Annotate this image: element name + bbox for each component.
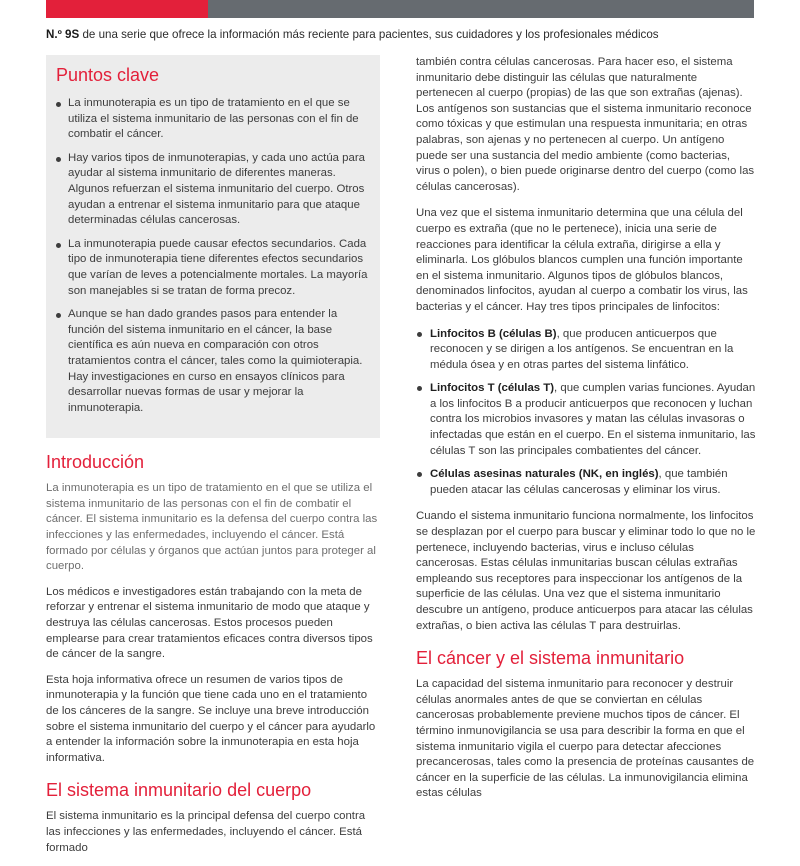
lymphocyte-item-b-cells <box>416 327 756 374</box>
key-point-item: La inmunoterapia puede causar efectos secundarios. Cada tipo de inmunoterapia tiene diferentes efectos secundarios que varían de leves a potencialmente mortales. La mayoría son manejables si se tratan de forma precoz. <box>46 237 380 299</box>
lymphocyte-term: Células asesinas naturales (NK, en inglés) <box>430 468 659 481</box>
immune-paragraph-2: Una vez que el sistema inmunitario determina que una célula del cuerpo es extraña (que no le pertenece), inicia una serie de reacciones para identificar la célula extraña, dirigirse a ella y eliminarla. Los glóbulos blancos cumplen una función importante en el sistema inmunitario. Algunos tipos de glóbulos blancos, denominados linfocitos, ayudan al cuerpo a combatir los virus, las bacterias y el cáncer. Hay tres tipos principales de linfocitos: <box>416 207 748 313</box>
key-point-item: La inmunoterapia es un tipo de tratamiento en el que se utiliza el sistema inmunitario de las personas con el fin de combatir el cáncer. <box>46 96 380 143</box>
lymphocyte-desc: , que también pueden atacar las células cancerosas y eliminar los virus. <box>430 468 728 496</box>
intro-paragraph: Esta hoja informativa ofrece un resumen de varios tipos de inmunoterapia y la función que tiene cada uno en el tratamiento de los cánceres de la sangre. Se incluye una breve introducción sobre el sistema inmunitario del cuerpo y el cáncer para ayudarlo a entender la información sobre la inmunoterapia en esta hoja informativa. <box>46 673 376 764</box>
left-column <box>46 55 382 866</box>
right-column <box>416 55 756 813</box>
top-bar-gray-segment <box>208 0 754 18</box>
lymphocyte-item-nk-cells <box>416 467 756 498</box>
series-number: N.º 9S <box>46 28 80 41</box>
cancer-immune-heading: El cáncer y el sistema inmunitario <box>416 648 685 669</box>
top-bar-red-segment <box>46 0 208 18</box>
cancer-immune-paragraph: La capacidad del sistema inmunitario para reconocer y destruir células anormales antes de que se conviertan en células cancerosas probablemente previene muchos tipos de cáncer. El término inmunovigilancia se usa para describir la forma en que el sistema inmunitario vigila el cuerpo para detectar afecciones precancerosas, tales como la presencia de proteínas causantes de cáncer en la superficie de las células. La inmunovigilancia elimina estas células <box>416 678 755 800</box>
key-point-item: Hay varios tipos de inmunoterapias, y cada uno actúa para ayudar al sistema inmunitario de diferentes maneras. Algunos refuerzan el sistema inmunitario del cuerpo. Otros ayudan a entrenar el sistema inmunitario para que ataque determinadas células cancerosas. <box>46 151 380 229</box>
lymphocyte-term: Linfocitos T (células T) <box>430 382 555 395</box>
lymphocyte-term: Linfocitos B (células B) <box>430 327 557 340</box>
key-points-box <box>46 55 380 438</box>
immune-system-paragraph: El sistema inmunitario es la principal defensa del cuerpo contra las infecciones y las enfermedades, incluyendo el cáncer. Está formado <box>46 810 366 854</box>
immune-continuation-paragraph: también contra células cancerosas. Para hacer eso, el sistema inmunitario debe distinguir las células que naturalmente pertenecen al cuerpo (propias) de las que son extrañas (ajenas). Los antígenos son sustancias que el sistema inmunitario reconoce como tóxicas y que estimulan una respuesta inmunitaria; en otras palabras, son ajenas y no pertenecen al cuerpo. Un antígeno puede ser una sustancia del medio ambiente (como bacterias, virus o polen), o bien puede originarse dentro del cuerpo (como las células cancerosas). <box>416 56 755 193</box>
key-point-item: Aunque se han dado grandes pasos para entender la función del sistema inmunitario en el cáncer, la base científica es aún nueva en comparación con otros tratamientos contra el cáncer, tales como la quimioterapia. Hay investigaciones en curso en ensayos clínicos para desarrollar nuevas formas de usar y mejorar la inmunoterapia. <box>46 307 380 416</box>
top-color-bar <box>0 0 800 18</box>
key-points-list <box>46 96 380 416</box>
lymphocyte-desc: , que producen anticuerpos que reconocen y se dirigen a los antígenos. Se encuentran en la médula ósea y en otras partes del sistema linfático. <box>430 327 734 371</box>
intro-paragraph: Los médicos e investigadores están trabajando con la meta de reforzar y entrenar el sistema inmunitario de modo que ataque y destruya las células cancerosas. Estos procesos pueden emplearse para crear tratamientos eficaces contra diversos tipos de cáncer de la sangre. <box>46 585 373 661</box>
intro-heading: Introducción <box>46 452 145 473</box>
series-text: de una serie que ofrece la información más reciente para pacientes, sus cuidadores y los profesionales médicos <box>79 28 659 41</box>
lymphocyte-list <box>416 327 756 499</box>
intro-paragraph: La inmunoterapia es un tipo de tratamiento en el que se utiliza el sistema inmunitario de las personas con el fin de combatir el cáncer. El sistema inmunitario es la defensa del cuerpo contra las infecciones y las enfermedades, incluyendo el cáncer. Está formado por células y órganos que actúan juntos para proteger al cuerpo. <box>46 482 378 573</box>
lymphocyte-item-t-cells <box>416 381 756 459</box>
lymphocyte-desc: , que cumplen varias funciones. Ayudan a los linfocitos B a producir anticuerpos que reconocen y luchan contra los microbios invasores y matan las células invasoras o infectadas que están en el cuerpo. En el sistema inmunitario, las células T son las principales combatientes del cáncer. <box>430 382 756 457</box>
immune-system-heading: El sistema inmunitario del cuerpo <box>46 780 312 801</box>
key-points-title: Puntos clave <box>56 65 160 85</box>
immune-paragraph-3: Cuando el sistema inmunitario funciona normalmente, los linfocitos se desplazan por el cuerpo para buscar y eliminar todo lo que no le pertenece, incluyendo bacterias, virus e incluso células cancerosas. Estas células inmunitarias buscan células extrañas empleando sus receptores para inspeccionar los antígenos de la superficie de las células. Una vez que el sistema inmunitario descubre un antígeno, produce anticuerpos para atacar las células extrañas, o bien activa las células T para destruirlas. <box>416 510 756 632</box>
series-line <box>46 28 766 41</box>
